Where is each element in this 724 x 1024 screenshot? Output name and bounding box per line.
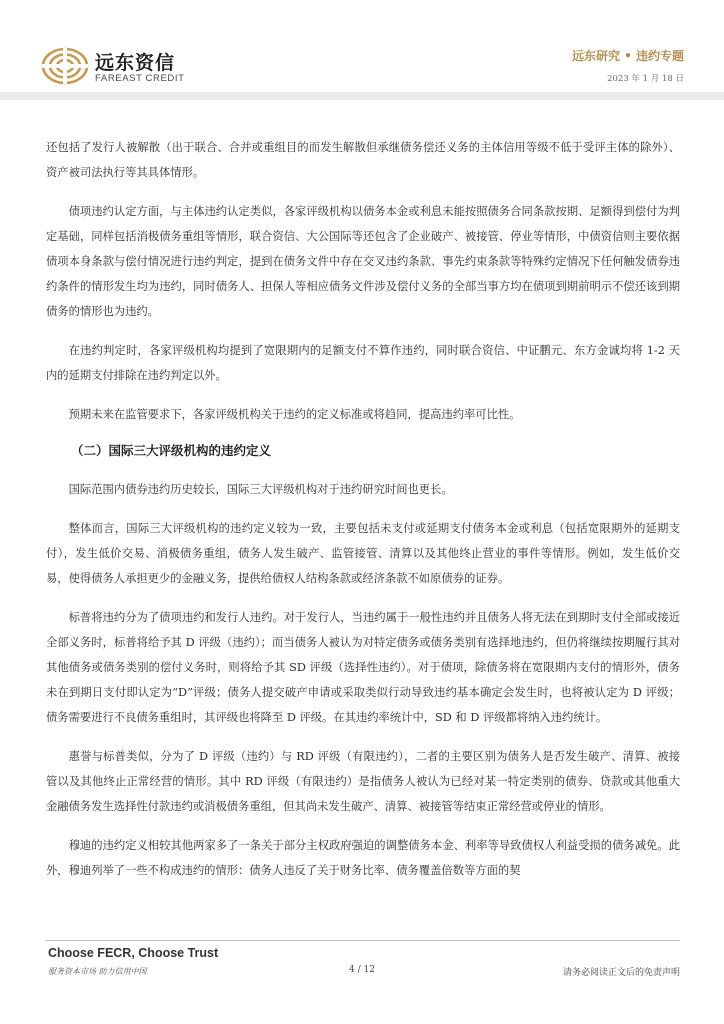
paragraph: 预期未来在监管要求下，各家评级机构关于违约的定义标准或将趋同，提高违约率可比性。 (68, 408, 521, 421)
brand-name-cn: 远东资信 (95, 52, 176, 74)
page-header (0, 0, 724, 100)
paragraph: 在违约判定时，各家评级机构均提到了宽限期内的足额支付不算作违约，同时联合资信、中证鹏元、东方金诚均将 1-2 天内的延期支付排除在违约判定以外。 (46, 344, 680, 382)
fareast-credit-logo-icon (40, 46, 90, 86)
paragraph: 还包括了发行人被解散（出于联合、合并或重组目的而发生解散但承继债务偿还义务的主体信用等级不低于受评主体的除外）、资产被司法执行等其具体情形。 (46, 141, 680, 179)
paragraph: 穆迪的违约定义相较其他两家多了一条关于部分主权政府强迫的调整债务本金、利率等导致债权人利益受损的债务减免。此外，穆迪列举了一些不构成违约的情形：债务人违反了关于财务比率、债务覆盖倍数等方面的契 (46, 839, 680, 877)
page-number: 4 / 12 (349, 965, 375, 975)
brand-name-en: FAREAST CREDIT (95, 73, 185, 84)
header-divider (0, 92, 724, 100)
paragraph: 债项违约认定方面，与主体违约认定类似，各家评级机构以债务本金或利息未能按照债务合同条款按期、足额得到偿付为判定基础，同样包括消极债务重组等情形，联合资信、大公国际等还包含了企业破产、被接管、停业等情形，中债资信则主要依据债项本身条款与偿付情况进行违约判定，提到在债务文件中存在交叉违约条款、事先约束条款等特殊约定情况下任何触发债券违约条件的情形发生均为违约，同时债务人、担保人等相应债务文件涉及偿付义务的全部当事方均在债项到期前明示不偿还该到期债务的情形也为违约。 (46, 205, 680, 318)
paragraph: 惠誉与标普类似，分为了 D 评级（违约）与 RD 评级（有限违约），二者的主要区别为债务人是否发生破产、清算、被接管以及其他终止正常经营的情形。其中 RD 评级（有限违约）是指债务人被认为已经对某一特定类别的债券、贷款或其他重大金融债务发生选择性付款违约或消极债务重组，但其尚未发生破产、清算、被接管等结束正常经营或停业的情形。 (46, 750, 680, 813)
footer-slogan: Choose FECR, Choose Trust (48, 946, 219, 960)
document-body (46, 135, 680, 897)
footer-subslogan: 服务资本市场 助力信用中国 (48, 967, 147, 976)
paragraph: 国际范围内债券违约历史较长，国际三大评级机构对于违约研究时间也更长。 (68, 483, 453, 496)
paragraph: 整体而言，国际三大评级机构的违约定义较为一致，主要包括未支付或延期支付债务本金或利息（包括宽限期外的延期支付），发生低价交易、消极债务重组，债务人发生破产、监管接管、清算以及其他终止营业的事件等情形。例如，发生低价交易，使得债务人承担更少的金融义务，提供给债权人结构条款或经济条款不如原债券的证券。 (46, 522, 680, 585)
disclaimer-note: 请务必阅读正文后的免责声明 (562, 968, 680, 978)
report-topic: 远东研究 • 违约专题 (571, 49, 684, 63)
report-date: 2023 年 1 月 18 日 (607, 74, 684, 84)
paragraph: 标普将违约分为了债项违约和发行人违约。对于发行人，当违约属于一般性违约并且债务人将无法在到期时支付全部或接近全部义务时，标普将给予其 D 评级（违约）；而当债务人被认为对特定债务或债务类别有选择地违约，但仍将继续按期履行其对其他债务或债务类别的偿付义务时，则将给予其 SD 评级（选择性违约）。对于债项，除债务将在宽限期内支付的情形外，债务未在到期日支付即认定为“D”评级；债务人提交破产申请或采取类似行动导致违约基本确定会发生时，也将被认定为 D 评级；债务需要进行不良债务重组时，其评级也将降至 D 评级。在其违约率统计中，SD 和 D 评级都将纳入违约统计。 (46, 611, 680, 724)
footer-divider (46, 940, 680, 941)
section-heading: （二）国际三大评级机构的违约定义 (71, 443, 272, 458)
